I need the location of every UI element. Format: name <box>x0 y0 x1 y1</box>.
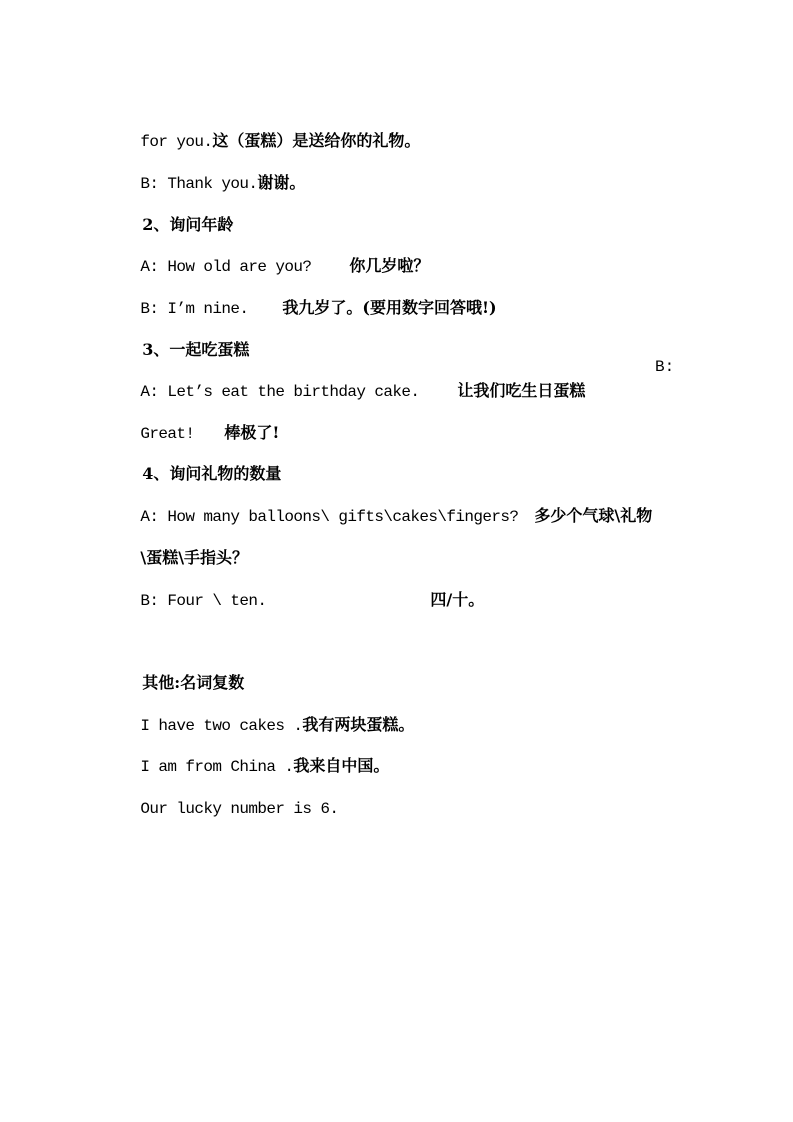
english-text: I have two cakes . <box>140 717 303 735</box>
section-heading-gift-count <box>120 438 700 483</box>
section-heading-plurals <box>120 647 700 692</box>
section-heading-age <box>120 189 700 234</box>
line-how-old <box>120 230 700 276</box>
english-text: A: Let’s eat the birthday cake. <box>140 383 420 401</box>
chinese-text: 四/十。 <box>430 590 485 609</box>
section-heading-cake <box>120 314 700 359</box>
chinese-text: 多少个气球\礼物 <box>534 506 653 525</box>
line-im-nine <box>120 272 700 318</box>
line-lets-eat <box>120 355 700 401</box>
chinese-text: 棒极了! <box>224 423 280 442</box>
english-text: B: Thank you. <box>140 175 258 193</box>
english-text: B: Four \ ten. <box>140 592 267 610</box>
chinese-text: \蛋糕\手指头？ <box>140 548 249 567</box>
english-text: Great! <box>140 425 195 443</box>
english-text: Our lucky number is 6. <box>140 800 339 818</box>
chinese-text: 我九岁了。(要用数字回答哦!) <box>282 298 497 317</box>
heading-text: 3、一起吃蛋糕 <box>142 340 250 359</box>
line-four-ten <box>120 564 700 610</box>
heading-text: 4、询问礼物的数量 <box>142 464 282 483</box>
heading-text: 2、询问年龄 <box>142 215 234 234</box>
chinese-text: 我来自中国。 <box>293 756 390 775</box>
english-text: A: How old are you? <box>140 258 312 276</box>
speaker-b-label: B: <box>655 358 675 376</box>
english-text: I am from China . <box>140 758 294 776</box>
english-text: B: I’m nine. <box>140 300 249 318</box>
chinese-text: 这（蛋糕）是送给你的礼物。 <box>212 131 421 150</box>
chinese-text: 让我们吃生日蛋糕 <box>457 381 586 400</box>
line-lucky-number <box>120 772 700 818</box>
chinese-text: 你几岁啦？ <box>349 256 430 275</box>
line-how-many <box>120 480 700 526</box>
line-thank-you <box>120 147 700 193</box>
line-gift-for-you <box>120 105 700 151</box>
chinese-text: 谢谢。 <box>257 173 306 192</box>
line-how-many-continued <box>120 522 700 567</box>
line-great <box>120 397 700 443</box>
english-text: A: How many balloons\ gifts\cakes\fingers? <box>140 508 519 526</box>
english-text: for you. <box>140 133 213 151</box>
heading-text: 其他:名词复数 <box>142 673 245 692</box>
line-from-china <box>120 730 700 776</box>
chinese-text: 我有两块蛋糕。 <box>302 715 415 734</box>
line-two-cakes <box>120 689 700 735</box>
